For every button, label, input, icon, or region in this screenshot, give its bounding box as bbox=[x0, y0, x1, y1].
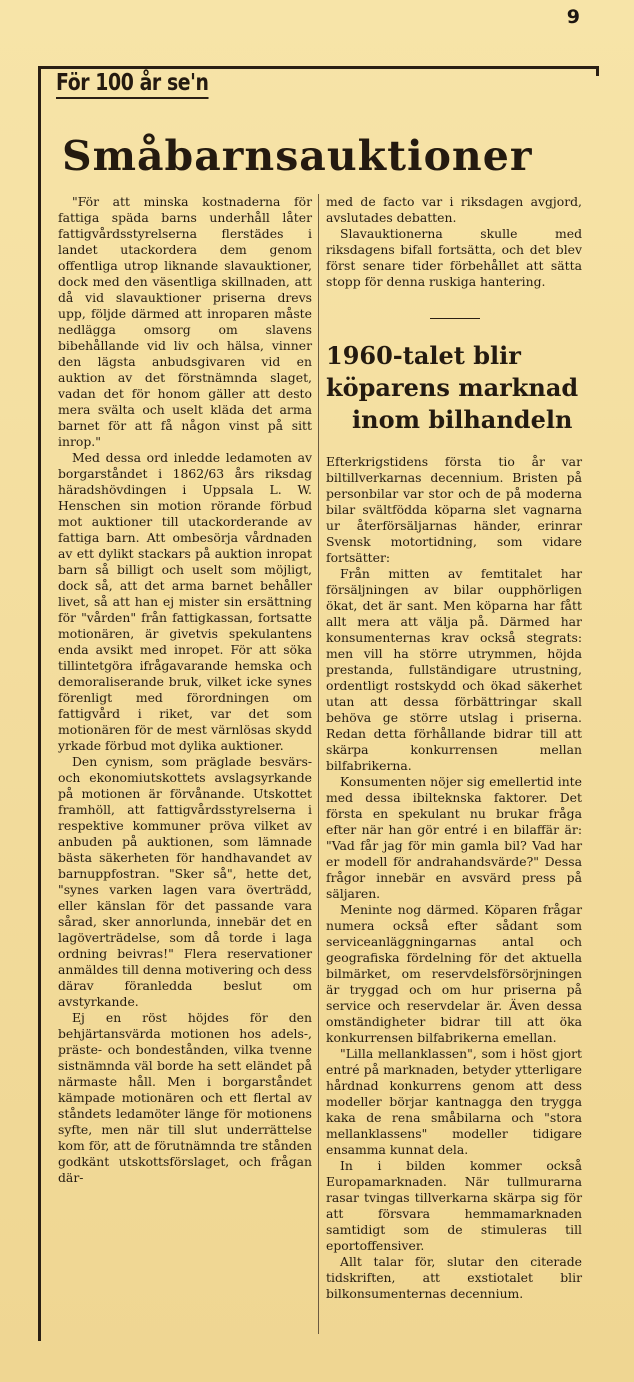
article-paragraph: Konsumenten nöjer sig emellertid inte med dessa ibilteknska faktorer. Det första en spekulant nu brukar fråga efter när han gör entré i en bilaffär är: "Vad får jag för min gamla bil? Vad har er modell för andrahandsvärde?" Dessa frågor innebär en avsvärd press på säljaren. bbox=[326, 774, 582, 901]
article-paragraph: In i bilden kommer också Europamarknaden. När tullmurarna rasar tvingas tillverkarna skärpa sig för att försvara hemmamarknaden samtidigt som de stimuleras till eportoffensiver. bbox=[326, 1158, 582, 1253]
section-kicker: För 100 år se'n bbox=[56, 70, 209, 99]
article-paragraph: Meninte nog därmed. Köparen frågar numera också efter sådant som serviceanläggningarnas antal och geografiska fördelning för det aktuella bilmärket, om reservdelsförsörjningen är tryggad och om hur priserna på service och reservdelar är. Även dessa omständigheter bidrar till att öka konkurrensen bilfabrikerna emellan. bbox=[326, 902, 582, 1045]
column-divider bbox=[318, 194, 319, 1334]
article-paragraph: Efterkrigstidens första tio år var biltillverkarnas decennium. Bristen på personbilar var stor och de på moderna bilar svältfödda köparna slet vagnarna ur återförsäljarnas händer, erinrar Svensk motortidning, som vidare fortsätter: bbox=[326, 454, 582, 565]
article-paragraph: Ej en röst höjdes för den behjärtansvärda motionen hos adels-, präste- och bondestånden, vilka tvenne sistnämnda väl borde ha sett eländet på närmaste håll. Men i borgarståndet kämpade motionären och ett flertal av ståndets ledamöter länge för motionens syfte, men när till slut underrättelse kom för, att de förutnämnda tre stånden godkänt utskottsförslaget, och frågan där- bbox=[58, 1010, 312, 1185]
headline: Småbarnsauktioner bbox=[62, 132, 533, 180]
article-separator bbox=[430, 318, 480, 319]
article-paragraph: Slavauktionerna skulle med riksdagens bifall fortsätta, och det blev först senare tider förbehållet att sätta stopp för denna ruskiga hantering. bbox=[326, 226, 582, 289]
headline-line: köparens marknad bbox=[326, 373, 579, 402]
headline-line: 1960-talet blir bbox=[326, 341, 521, 370]
article-left-column bbox=[58, 194, 312, 1186]
frame-top-rule bbox=[38, 66, 598, 69]
frame-right-rule bbox=[596, 66, 599, 76]
article-paragraph: Den cynism, som präglade besvärs- och ekonomiutskottets avslagsyrkande på motionen är förvånande. Utskottet framhöll, att fattigvårdsstyrelserna i respektive kommuner pröva vilket av anbuden på auktionen, som lämnade bästa säkerheten för handhavandet av barnuppfostran. "Sker så", hette det, "synes varken lagen vara överträdd, eller känslan för det passande vara sårad, sker annorlunda, innebär det en lagöverträdelse, som då torde i laga ordning beivras!" Flera reservationer anmäldes till denna motivering och dess därav föranledda beslut om avstyrkande. bbox=[58, 754, 312, 1009]
second-article-headline bbox=[326, 340, 584, 436]
article-continuation-column bbox=[326, 194, 582, 290]
article-paragraph: Allt talar för, slutar den citerade tidskriften, att exstiotalet blir bilkonsumenternas decennium. bbox=[326, 1254, 582, 1301]
article-paragraph: Från mitten av femtitalet har försäljningen av bilar oupphörligen ökat, det är sant. Men köparna har fått allt mera att välja på. Därmed har konsumenternas krav också stegrats: men vill ha större utrymmen, höjda prestanda, fullständigare utrustning, ordentligt rostskydd och ökad säkerhet utan att dessa förbättringar skall behöva ge större utslag i priserna. Redan detta förhållande bidrar till att skärpa konkurrensen mellan bilfabrikerna. bbox=[326, 566, 582, 773]
article-paragraph: "Lilla mellanklassen", som i höst gjort entré på marknaden, betyder ytterligare hårdnad konkurrens genom att dess modeller börjar kantnagga den trygga kaka de rena småbilarna och "stora mellanklassens" modeller tidigare ensamma kunnat dela. bbox=[326, 1046, 582, 1157]
article-paragraph: Med dessa ord inledde ledamoten av borgarståndet i 1862/63 års riksdag häradshövdingen i Uppsala L. W. Henschen sin motion rörande förbud mot auktioner till utackorderande av fattiga barn. Att ombesörja vårdnaden av ett dylikt stackars på auktion inropat barn så billigt och uselt som möjligt, dock så, att det arma barnet behåller livet, så att han ej mister sin ersättning för "vården" från fattigkassan, fortsatte motionären, är givetvis spekulantens enda avsikt med inropet. För att söka tillintetgöra ifrågavarande hemska och demoraliserande bruk, vilket icke synes förenligt med förordningen om fattigvård i riket, var det som motionären för de mest värnlösas skydd yrkade förbud mot dylika auktioner. bbox=[58, 450, 312, 753]
article-paragraph: med de facto var i riksdagen avgjord, avslutades debatten. bbox=[326, 194, 582, 225]
second-article-body bbox=[326, 454, 582, 1302]
frame-left-rule bbox=[38, 66, 41, 1341]
page-number: 9 bbox=[566, 6, 580, 28]
headline-line: inom bilhandeln bbox=[352, 405, 573, 434]
article-paragraph: "För att minska kostnaderna för fattiga späda barns underhåll låter fattigvårdsstyrelserna flerstädes i landet utackordera dem genom offentliga utrop liknande slavauktioner, dock med den väsentliga skillnaden, att då vid slavauktioner priserna drevs upp, följde därmed att inroparen måste nedlägga omsorg om slavens bibehållande vid liv och hälsa, vinner den lägsta anbudsgivaren vid en auktion av det förstnämnda slaget, vadan det för honom gäller att desto mera svälta och uselt kläda det arma barnet för att få någon vinst på sitt inrop." bbox=[58, 194, 312, 449]
